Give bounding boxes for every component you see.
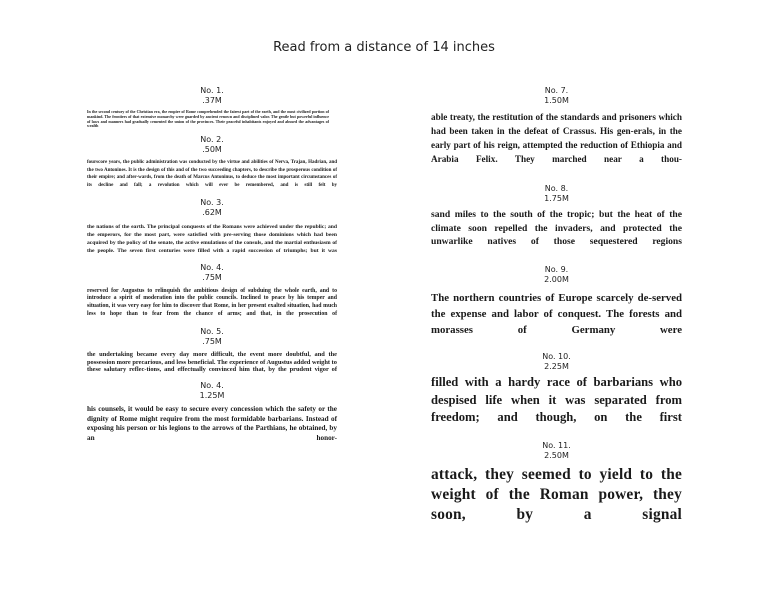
left-column: [87, 86, 337, 443]
sample-block: [431, 441, 682, 525]
sample-number: No. 3.: [200, 197, 224, 207]
sample-block: [431, 265, 682, 339]
sample-text: able treaty, the restitution of the standards and prisoners which had been taken in the defeat of Crassus. His gen-erals, in the early part of his reign, attempted the reduction of Ethiopia and Arabia Felix. They marched near a thou-: [431, 112, 682, 164]
sample-text: reserved for Augustus to relinquish the ambitious design of subduing the whole earth, and to introduce a spirit of moderation into the public councils. Inclined to peace by his temper and situation, it was very easy for him to discover that Rome, in her present exalted situation, had much less to hope than to fear from the chance of arms; and that, in the prosecution of: [87, 287, 337, 318]
sample-text: the nations of the earth. The principal conquests of the Romans were achieved under the republic; and the emperors, for the most part, were satisfied with pre-serving those dominions which had been acquired by the policy of the senate, the active emulations of the consuls, and the martial enthusiasm of the people. The seven first centuries were filled with a rapid succession of triumphs; but it was: [87, 223, 337, 254]
sample-text: In the second century of the Christian era, the empire of Rome comprehended the fairest part of the earth, and the most civilized portion of mankind. The frontiers of that extensive monarchy were guarded by ancient renown and disciplined valor. The gentle but powerful influence of laws and manners had gradually cemented the union of the provinces. Their peaceful inhabitants enjoyed and abused the advantages of wealth: [87, 109, 329, 129]
sample-size: 1.25M: [199, 391, 225, 401]
sample-number: No. 11.: [542, 440, 571, 450]
sample-size: 2.25M: [544, 362, 569, 372]
sample-block: [87, 381, 337, 443]
sample-text: the undertaking became every day more difficult, the event more doubtful, and the possession more precarious, and less beneficial. The experience of Augustus added weight to these salutary reflec-tions, and effectually convinced him that, by the prudent vigor of: [87, 351, 337, 373]
sample-block: [87, 263, 337, 320]
right-column: [431, 86, 682, 525]
sample-number: No. 9.: [544, 264, 569, 274]
sample-size: 2.00M: [544, 274, 569, 284]
sample-block: [87, 86, 337, 129]
sample-size: .62M: [202, 207, 222, 217]
sample-block: [87, 327, 337, 373]
sample-size: .37M: [202, 96, 222, 105]
sample-text: fourscore years, the public administration was conducted by the virtue and abilities of Nerva, Trajan, Hadrian, and the two Antonines. It is the design of this and of the two succeeding chapters, to describe the prosperous condition of their empire; and after-wards, from the death of Marcus Antoninus, to deduce the most important circumstances of its decline and fall; a revolution which will ever be remembered, and is still felt by: [87, 160, 337, 188]
sample-number: No. 4.: [200, 262, 224, 272]
sample-text: The northern countries of Europe scarcely de-served the expense and labor of conquest. The forests and morasses of Germany were: [431, 291, 682, 336]
sample-block: [431, 352, 682, 427]
sample-number: No. 4.: [200, 381, 224, 391]
sample-size: 2.50M: [544, 450, 569, 460]
sample-number: No. 1.: [200, 86, 224, 95]
sample-block: [431, 184, 682, 249]
sample-size: 1.50M: [544, 96, 569, 105]
sample-block: [87, 135, 337, 189]
sample-size: 1.75M: [544, 194, 569, 203]
sample-text: filled with a hardy race of barbarians who despised life when it was separated from freedom; and though, on the first: [431, 375, 682, 425]
sample-text: his counsels, it would be easy to secure every concession which the safety or the dignity of Rome might require from the most formidable barbarians. Instead of exposing his person or his legions to the arrows of the Parthians, he obtained, by an honor-: [87, 405, 337, 442]
sample-block: [431, 86, 682, 166]
sample-text: attack, they seemed to yield to the weight of the Roman power, they soon, by a signal: [431, 465, 682, 523]
sample-number: No. 5.: [200, 327, 224, 337]
sample-size: .50M: [202, 145, 222, 155]
sample-number: No. 2.: [200, 135, 224, 145]
sample-number: No. 10.: [542, 352, 571, 362]
page-title: Read from a distance of 14 inches: [273, 40, 495, 55]
sample-size: .75M: [202, 337, 222, 347]
sample-size: .75M: [202, 272, 222, 282]
sample-number: No. 7.: [544, 86, 569, 95]
sample-number: No. 8.: [544, 184, 569, 193]
sample-text: sand miles to the south of the tropic; but the heat of the climate soon repelled the invaders, and protected the unwarlike natives of those sequestered regions: [431, 209, 682, 247]
sample-block: [87, 198, 337, 255]
